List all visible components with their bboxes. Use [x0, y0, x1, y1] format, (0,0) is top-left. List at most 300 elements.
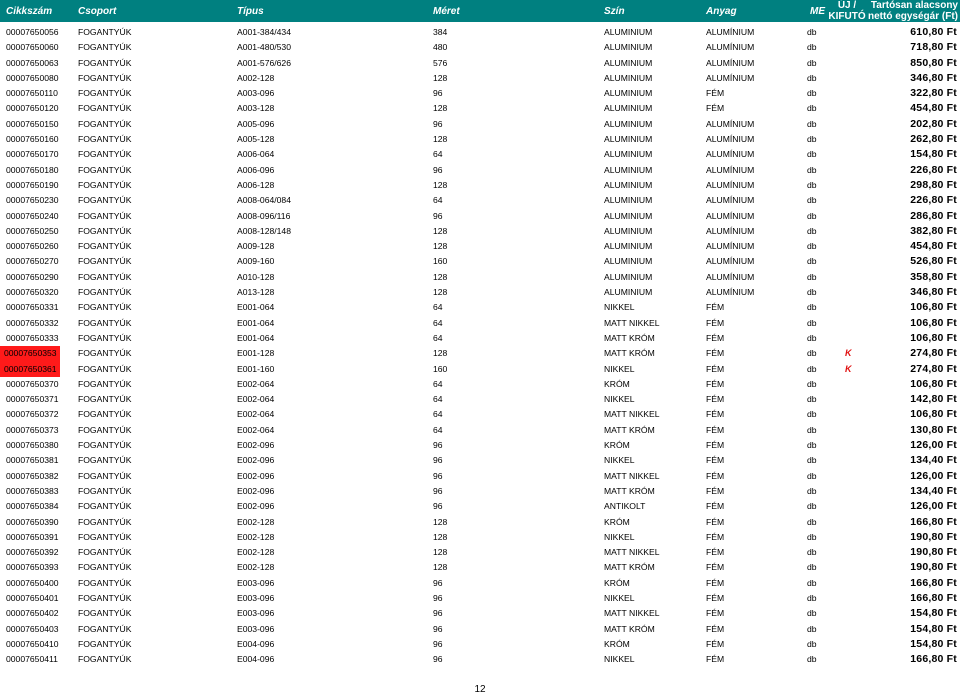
cell-csoport: FOGANTYÚK [78, 501, 132, 512]
cell-meret: 96 [433, 501, 443, 512]
header-csoport: Csoport [78, 5, 117, 17]
cell-meret: 160 [433, 363, 448, 374]
cell-szin: ALUMINIUM [604, 256, 653, 267]
cell-tipus: E003-096 [237, 592, 275, 603]
table-row [0, 285, 960, 300]
cell-me: db [807, 195, 817, 206]
cell-szin: ALUMINIUM [604, 42, 653, 53]
cell-cikkszam: 00007650372 [6, 409, 59, 420]
cell-price: 274,80 Ft [910, 362, 957, 375]
cell-csoport: FOGANTYÚK [78, 57, 132, 68]
cell-price: 610,80 Ft [910, 26, 957, 38]
cell-me: db [807, 149, 817, 160]
cell-meret: 64 [433, 195, 443, 206]
cell-me: db [807, 547, 817, 558]
cell-cikkszam: 00007650392 [6, 547, 59, 558]
cell-cikkszam: 00007650290 [6, 271, 59, 282]
cell-cikkszam: 00007650230 [6, 195, 59, 206]
cell-anyag: FÉM [706, 516, 725, 527]
cell-tipus: E002-128 [237, 562, 275, 573]
cell-me: db [807, 72, 817, 83]
cell-anyag: FÉM [706, 317, 725, 328]
cell-me: db [807, 638, 817, 649]
cell-cikkszam: 00007650260 [6, 241, 59, 252]
cell-price: 154,80 Ft [910, 637, 957, 650]
cell-price: 134,40 Ft [910, 484, 957, 497]
cell-cikkszam: 00007650056 [6, 27, 59, 37]
cell-anyag: FÉM [706, 332, 725, 343]
table-row [0, 499, 960, 514]
cell-meret: 128 [433, 179, 448, 190]
cell-tipus: A003-096 [237, 88, 275, 99]
cell-anyag: FÉM [706, 88, 725, 99]
cell-csoport: FOGANTYÚK [78, 455, 132, 466]
cell-csoport: FOGANTYÚK [78, 256, 132, 267]
cell-szin: ALUMINIUM [604, 241, 653, 252]
cell-anyag: FÉM [706, 623, 725, 634]
cell-anyag: FÉM [706, 654, 725, 665]
cell-csoport: FOGANTYÚK [78, 654, 132, 665]
cell-cikkszam: 00007650320 [6, 287, 59, 298]
cell-csoport: FOGANTYÚK [78, 440, 132, 451]
cell-me: db [807, 332, 817, 343]
cell-cikkszam: 00007650381 [6, 455, 59, 466]
cell-meret: 128 [433, 287, 448, 298]
cell-tipus: E004-096 [237, 654, 275, 665]
cell-cikkszam: 00007650410 [6, 638, 59, 649]
table-row [0, 224, 960, 239]
cell-meret: 128 [433, 531, 448, 542]
cell-csoport: FOGANTYÚK [78, 592, 132, 603]
cell-me: db [807, 42, 817, 53]
cell-anyag: ALUMÍNIUM [706, 179, 755, 190]
cell-me: db [807, 241, 817, 252]
cell-tipus: E001-064 [237, 332, 275, 343]
cell-tipus: E002-128 [237, 531, 275, 542]
cell-me: db [807, 516, 817, 527]
cell-cikkszam: 00007650240 [6, 210, 59, 221]
cell-szin: MATT NIKKEL [604, 470, 660, 481]
table-row [0, 254, 960, 269]
cell-me: db [807, 27, 817, 37]
cell-anyag: ALUMÍNIUM [706, 241, 755, 252]
cell-meret: 96 [433, 592, 443, 603]
cell-tipus: A005-128 [237, 134, 275, 145]
cell-me: db [807, 592, 817, 603]
table-row [0, 25, 960, 40]
cell-me: db [807, 623, 817, 634]
cell-tipus: E002-128 [237, 516, 275, 527]
cell-csoport: FOGANTYÚK [78, 88, 132, 99]
cell-szin: KRÓM [604, 440, 630, 451]
header-uj-line1: ÚJ / [837, 0, 857, 11]
cell-meret: 128 [433, 72, 448, 83]
cell-meret: 160 [433, 256, 448, 267]
cell-szin: KRÓM [604, 378, 630, 389]
cell-szin: NIKKEL [604, 455, 635, 466]
cell-cikkszam: 00007650060 [6, 42, 59, 53]
cell-szin: ALUMINIUM [604, 179, 653, 190]
table-row [0, 591, 960, 606]
table-row [0, 484, 960, 499]
cell-cikkszam: 00007650403 [6, 623, 59, 634]
cell-csoport: FOGANTYÚK [78, 72, 132, 83]
table-row [0, 438, 960, 453]
cell-me: db [807, 317, 817, 328]
cell-meret: 128 [433, 134, 448, 145]
cell-price: 126,00 Ft [910, 439, 957, 452]
cell-csoport: FOGANTYÚK [78, 577, 132, 588]
cell-szin: ALUMINIUM [604, 134, 653, 145]
cell-cikkszam: 00007650411 [6, 654, 58, 665]
cell-anyag: ALUMÍNIUM [706, 57, 755, 68]
table-row [0, 606, 960, 621]
cell-cikkszam: 00007650370 [6, 378, 59, 389]
cell-tipus: E004-096 [237, 638, 275, 649]
cell-price: 166,80 Ft [910, 591, 957, 604]
cell-tipus: E003-096 [237, 623, 275, 634]
cell-tipus: E001-064 [237, 317, 275, 328]
cell-me: db [807, 440, 817, 451]
cell-meret: 128 [433, 225, 448, 236]
cell-meret: 64 [433, 424, 443, 435]
cell-tipus: A001-480/530 [237, 42, 291, 53]
table-row [0, 239, 960, 254]
table-row [0, 132, 960, 147]
cell-szin: MATT NIKKEL [604, 317, 660, 328]
cell-anyag: FÉM [706, 470, 725, 481]
cell-price: 358,80 Ft [910, 270, 957, 283]
cell-anyag: FÉM [706, 440, 725, 451]
cell-csoport: FOGANTYÚK [78, 241, 132, 252]
cell-csoport: FOGANTYÚK [78, 164, 132, 175]
cell-tipus: E002-096 [237, 470, 275, 481]
table-row [0, 56, 960, 71]
cell-price: 106,80 Ft [910, 316, 957, 329]
cell-price: 134,40 Ft [910, 454, 957, 467]
table-row [0, 163, 960, 178]
cell-csoport: FOGANTYÚK [78, 210, 132, 221]
cell-price: 166,80 Ft [910, 653, 957, 666]
cell-csoport: FOGANTYÚK [78, 608, 132, 619]
cell-tipus: E001-128 [237, 348, 275, 359]
cell-me: db [807, 271, 817, 282]
cell-price: 346,80 Ft [910, 71, 957, 84]
table-row [0, 392, 960, 407]
cell-price: 322,80 Ft [910, 87, 957, 100]
cell-szin: MATT NIKKEL [604, 608, 660, 619]
cell-csoport: FOGANTYÚK [78, 332, 132, 343]
table-row [0, 377, 960, 392]
header-price-line1: Tartósan alacsony [870, 0, 958, 11]
cell-price: 454,80 Ft [910, 240, 957, 253]
cell-me: db [807, 654, 817, 665]
cell-meret: 128 [433, 271, 448, 282]
header-price [868, 0, 958, 22]
cell-me: db [807, 210, 817, 221]
table-row [0, 469, 960, 484]
cell-anyag: FÉM [706, 394, 725, 405]
cell-csoport: FOGANTYÚK [78, 409, 132, 420]
cell-csoport: FOGANTYÚK [78, 271, 132, 282]
cell-meret: 96 [433, 164, 443, 175]
cell-csoport: FOGANTYÚK [78, 394, 132, 405]
cell-anyag: FÉM [706, 378, 725, 389]
table-row [0, 331, 960, 346]
cell-szin: MATT KRÓM [604, 562, 655, 573]
cell-anyag: FÉM [706, 485, 725, 496]
cell-csoport: FOGANTYÚK [78, 225, 132, 236]
cell-szin: ALUMINIUM [604, 287, 653, 298]
cell-price: 126,00 Ft [910, 500, 957, 513]
cell-csoport: FOGANTYÚK [78, 287, 132, 298]
cell-szin: NIKKEL [604, 654, 635, 665]
cell-me: db [807, 88, 817, 99]
cell-cikkszam: 00007650380 [6, 440, 59, 451]
header-me: ME [810, 5, 825, 17]
cell-price: 190,80 Ft [910, 530, 957, 543]
table-row [0, 86, 960, 101]
cell-meret: 128 [433, 562, 448, 573]
cell-cikkszam: 00007650393 [6, 562, 59, 573]
cell-anyag: ALUMÍNIUM [706, 72, 755, 83]
header-anyag: Anyag [706, 5, 737, 17]
cell-anyag: FÉM [706, 409, 725, 420]
table-row [0, 346, 960, 361]
table-row [0, 423, 960, 438]
cell-szin: ALUMINIUM [604, 271, 653, 282]
cell-csoport: FOGANTYÚK [78, 134, 132, 145]
cell-price: 154,80 Ft [910, 622, 957, 635]
cell-meret: 96 [433, 577, 443, 588]
table-row [0, 560, 960, 575]
cell-tipus: A001-384/434 [237, 27, 291, 37]
cell-uj-kifuto: K [845, 363, 852, 374]
cell-csoport: FOGANTYÚK [78, 42, 132, 53]
cell-price: 286,80 Ft [910, 209, 957, 222]
cell-tipus: A010-128 [237, 271, 275, 282]
cell-tipus: E002-064 [237, 378, 275, 389]
cell-cikkszam: 00007650371 [6, 394, 59, 405]
cell-cikkszam: 00007650120 [6, 103, 59, 114]
cell-meret: 96 [433, 638, 443, 649]
cell-anyag: ALUMÍNIUM [706, 195, 755, 206]
table-row [0, 530, 960, 545]
cell-price: 226,80 Ft [910, 163, 957, 176]
cell-me: db [807, 378, 817, 389]
cell-szin: NIKKEL [604, 592, 635, 603]
cell-szin: ALUMINIUM [604, 149, 653, 160]
cell-anyag: FÉM [706, 592, 725, 603]
cell-cikkszam: 00007650382 [6, 470, 59, 481]
cell-cikkszam: 00007650331 [6, 302, 59, 313]
table-row [0, 270, 960, 285]
cell-szin: NIKKEL [604, 531, 635, 542]
cell-szin: ALUMINIUM [604, 57, 653, 68]
cell-me: db [807, 409, 817, 420]
cell-cikkszam: 00007650333 [6, 332, 59, 343]
table-row [0, 147, 960, 162]
cell-cikkszam: 00007650383 [6, 485, 59, 496]
cell-tipus: A008-064/084 [237, 195, 291, 206]
cell-meret: 96 [433, 623, 443, 634]
cell-csoport: FOGANTYÚK [78, 623, 132, 634]
cell-meret: 96 [433, 118, 443, 129]
cell-me: db [807, 134, 817, 145]
cell-csoport: FOGANTYÚK [78, 516, 132, 527]
cell-price: 106,80 Ft [910, 408, 957, 421]
cell-csoport: FOGANTYÚK [78, 562, 132, 573]
cell-szin: MATT NIKKEL [604, 547, 660, 558]
cell-anyag: FÉM [706, 302, 725, 313]
cell-szin: ALUMINIUM [604, 103, 653, 114]
cell-csoport: FOGANTYÚK [78, 302, 132, 313]
cell-price: 106,80 Ft [910, 377, 957, 390]
cell-tipus: A013-128 [237, 287, 275, 298]
cell-szin: MATT KRÓM [604, 348, 655, 359]
table-row [0, 515, 960, 530]
cell-anyag: FÉM [706, 455, 725, 466]
cell-me: db [807, 501, 817, 512]
cell-cikkszam: 00007650180 [6, 164, 59, 175]
cell-meret: 64 [433, 317, 443, 328]
header-tipus: Típus [237, 5, 264, 17]
table-row [0, 117, 960, 132]
cell-price: 850,80 Ft [910, 56, 957, 69]
page-number: 12 [474, 684, 486, 695]
cell-szin: MATT KRÓM [604, 623, 655, 634]
cell-anyag: ALUMÍNIUM [706, 225, 755, 236]
cell-price: 718,80 Ft [910, 41, 957, 54]
cell-price: 346,80 Ft [910, 286, 957, 299]
cell-me: db [807, 608, 817, 619]
cell-price: 154,80 Ft [910, 148, 957, 161]
header-meret: Méret [433, 5, 460, 17]
cell-price: 126,00 Ft [910, 469, 957, 482]
cell-meret: 96 [433, 210, 443, 221]
header-price-line2: nettó egységár (Ft) [867, 11, 958, 22]
table-row [0, 193, 960, 208]
cell-anyag: ALUMÍNIUM [706, 210, 755, 221]
cell-tipus: A006-128 [237, 179, 275, 190]
cell-cikkszam: 00007650150 [6, 118, 59, 129]
cell-anyag: FÉM [706, 424, 725, 435]
header-szin: Szín [604, 5, 625, 17]
cell-meret: 64 [433, 302, 443, 313]
cell-cikkszam: 00007650400 [6, 577, 59, 588]
cell-csoport: FOGANTYÚK [78, 485, 132, 496]
table-row [0, 576, 960, 591]
table-row [0, 40, 960, 55]
cell-cikkszam: 00007650170 [6, 149, 59, 160]
cell-tipus: A001-576/626 [237, 57, 291, 68]
cell-anyag: ALUMÍNIUM [706, 27, 755, 37]
cell-meret: 64 [433, 409, 443, 420]
cell-me: db [807, 164, 817, 175]
cell-cikkszam: 00007650160 [6, 134, 59, 145]
cell-tipus: E002-064 [237, 394, 275, 405]
cell-tipus: E003-096 [237, 608, 275, 619]
cell-uj-kifuto: K [845, 348, 852, 359]
cell-price: 142,80 Ft [910, 393, 957, 406]
cell-tipus: A003-128 [237, 103, 275, 114]
cell-price: 190,80 Ft [910, 561, 957, 574]
table-header [0, 0, 960, 22]
cell-tipus: A008-128/148 [237, 225, 291, 236]
cell-szin: ALUMINIUM [604, 225, 653, 236]
cell-price: 274,80 Ft [910, 347, 957, 360]
cell-cikkszam: 00007650080 [6, 72, 59, 83]
cell-szin: NIKKEL [604, 363, 635, 374]
table-row [0, 407, 960, 422]
cell-csoport: FOGANTYÚK [78, 547, 132, 558]
cell-me: db [807, 485, 817, 496]
cell-me: db [807, 424, 817, 435]
cell-csoport: FOGANTYÚK [78, 118, 132, 129]
table-row [0, 545, 960, 560]
cell-csoport: FOGANTYÚK [78, 638, 132, 649]
cell-tipus: E003-096 [237, 577, 275, 588]
cell-me: db [807, 562, 817, 573]
cell-meret: 64 [433, 378, 443, 389]
cell-csoport: FOGANTYÚK [78, 378, 132, 389]
cell-szin: ALUMINIUM [604, 27, 653, 37]
cell-me: db [807, 363, 817, 374]
table-row [0, 178, 960, 193]
cell-me: db [807, 179, 817, 190]
cell-tipus: A009-128 [237, 241, 275, 252]
cell-meret: 96 [433, 654, 443, 665]
cell-price: 190,80 Ft [910, 546, 957, 559]
cell-cikkszam: 00007650332 [6, 317, 59, 328]
cell-cikkszam: 00007650390 [6, 516, 59, 527]
cell-tipus: A008-096/116 [237, 210, 291, 221]
cell-szin: KRÓM [604, 577, 630, 588]
table-row [0, 362, 960, 377]
cell-anyag: ALUMÍNIUM [706, 256, 755, 267]
cell-tipus: A009-160 [237, 256, 275, 267]
header-cikkszam: Cikkszám [6, 5, 53, 17]
cell-anyag: ALUMÍNIUM [706, 287, 755, 298]
cell-me: db [807, 394, 817, 405]
cell-csoport: FOGANTYÚK [78, 27, 132, 37]
table-row [0, 300, 960, 315]
table-row [0, 652, 960, 667]
cell-tipus: A005-096 [237, 118, 275, 129]
header-uj-kifuto [830, 0, 864, 22]
cell-cikkszam: 00007650250 [6, 225, 59, 236]
cell-meret: 64 [433, 332, 443, 343]
cell-me: db [807, 348, 817, 359]
cell-szin: ALUMINIUM [604, 88, 653, 99]
cell-price: 166,80 Ft [910, 515, 957, 528]
cell-szin: MATT KRÓM [604, 485, 655, 496]
cell-price: 202,80 Ft [910, 117, 957, 130]
cell-price: 106,80 Ft [910, 331, 957, 344]
cell-me: db [807, 256, 817, 267]
cell-tipus: E002-096 [237, 501, 275, 512]
cell-tipus: E002-064 [237, 409, 275, 420]
cell-szin: MATT NIKKEL [604, 409, 660, 420]
cell-tipus: E002-096 [237, 440, 275, 451]
cell-szin: ANTIKOLT [604, 501, 646, 512]
cell-meret: 96 [433, 470, 443, 481]
cell-price: 106,80 Ft [910, 301, 957, 314]
cell-anyag: ALUMÍNIUM [706, 118, 755, 129]
cell-anyag: ALUMÍNIUM [706, 164, 755, 175]
cell-cikkszam: 00007650353 [0, 346, 60, 361]
cell-me: db [807, 57, 817, 68]
